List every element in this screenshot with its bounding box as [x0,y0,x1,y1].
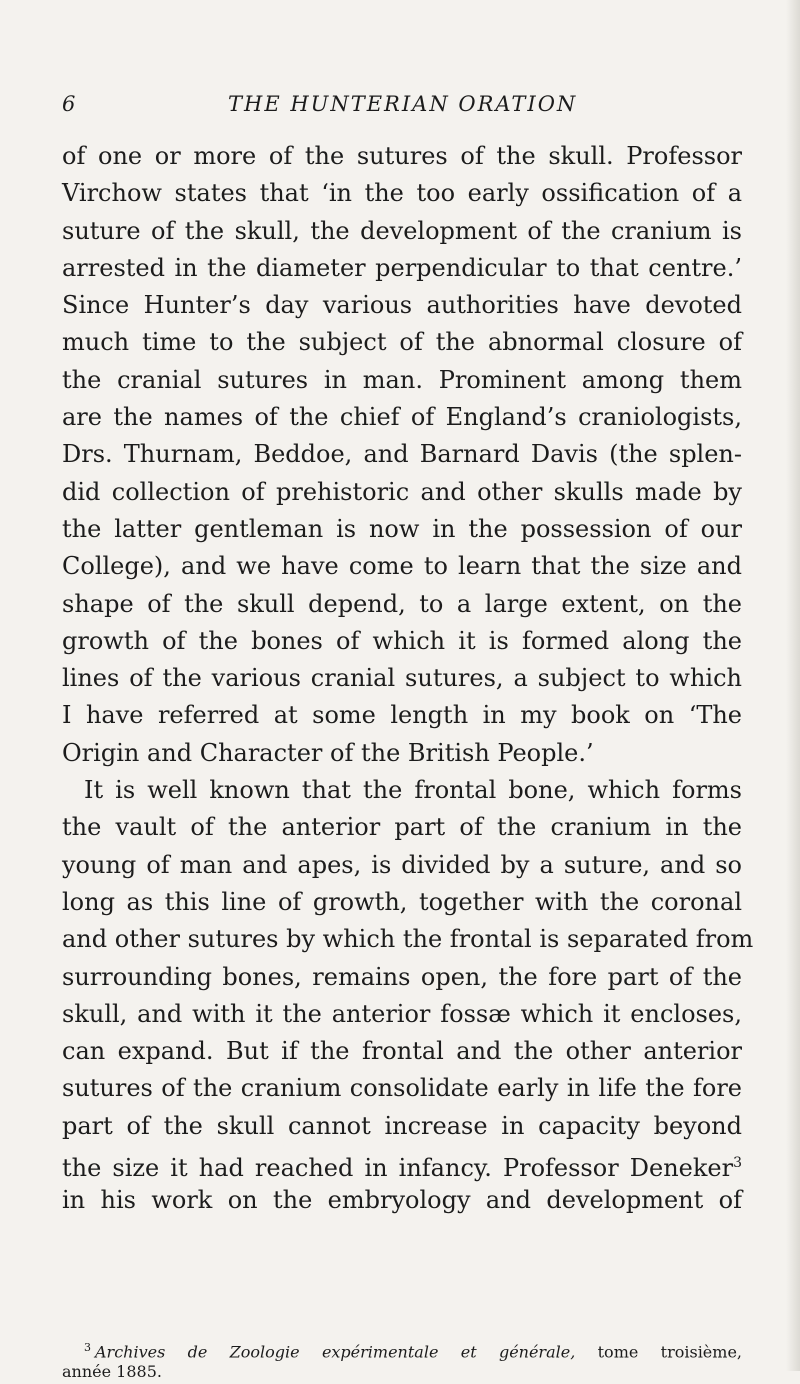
text-line: in his work on the embryology and development of [62,1186,742,1215]
text-line: and other sutures by which the frontal is separated from [62,925,754,954]
page-number: 6 [62,92,76,116]
text-line-content: the size it had reached in infancy. Professor Deneker [62,1154,734,1183]
footnote-text: tome troisième, [597,1342,742,1362]
page-header [62,92,742,122]
text-line: surrounding bones, remains open, the fore part of the [62,962,742,991]
body-text [62,138,754,1220]
text-line: the vault of the anterior part of the cranium in the [62,813,742,842]
text-line: Origin and Character of the British People.’ [62,738,594,767]
text-line: did collection of prehistoric and other skulls made by [62,477,742,506]
text-line: part of the skull cannot increase in capacity beyond [62,1111,742,1140]
text-line: sutures of the cranium consolidate early in life the fore [62,1074,742,1103]
text-line: arrested in the diameter perpendicular to that centre.’ [62,253,742,282]
text-line: I have referred at some length in my book on ‘The [62,701,742,730]
text-line: lines of the various cranial sutures, a subject to which [62,664,742,693]
page-edge-shadow [786,0,800,1371]
text-line: College), and we have come to learn that the size and [62,552,742,581]
text-line: suture of the skull, the development of the cranium is [62,216,742,245]
text-line: skull, and with it the anterior fossæ which it encloses, [62,999,742,1028]
footnote-line [62,1336,742,1360]
text-line: the latter gentleman is now in the possession of our [62,514,742,543]
text-line: the cranial sutures in man. Prominent among them [62,365,742,394]
footnotes [62,1336,742,1384]
text-line: It is well known that the frontal bone, which forms [84,776,742,805]
text-line: Virchow states that ‘in the too early ossification of a [62,179,742,208]
text-line: Drs. Thurnam, Beddoe, and Barnard Davis (the splen- [62,440,742,469]
text-line: young of man and apes, is divided by a suture, and so [62,850,742,879]
footnote-title: Archives de Zoologie expérimentale et générale, [95,1342,576,1362]
footnote-line: année 1885. [62,1362,162,1381]
running-title: THE HUNTERIAN ORATION [228,92,578,116]
footnote-marker: 3 [84,1341,91,1354]
text-line: growth of the bones of which it is formed along the [62,626,742,655]
text-line: long as this line of growth, together with the coronal [62,887,742,916]
text-line: shape of the skull depend, to a large extent, on the [62,589,742,618]
text-line: can expand. But if the frontal and the other anterior [62,1037,742,1066]
text-line: much time to the subject of the abnormal closure of [62,328,742,357]
footnote-reference: 3 [733,1155,742,1172]
text-line: are the names of the chief of England’s craniologists, [62,403,742,432]
text-line: Since Hunter’s day various authorities have devoted [62,291,742,320]
text-line: of one or more of the sutures of the skull. Professor [62,142,742,170]
text-line-with-footnote-ref [62,1145,742,1182]
